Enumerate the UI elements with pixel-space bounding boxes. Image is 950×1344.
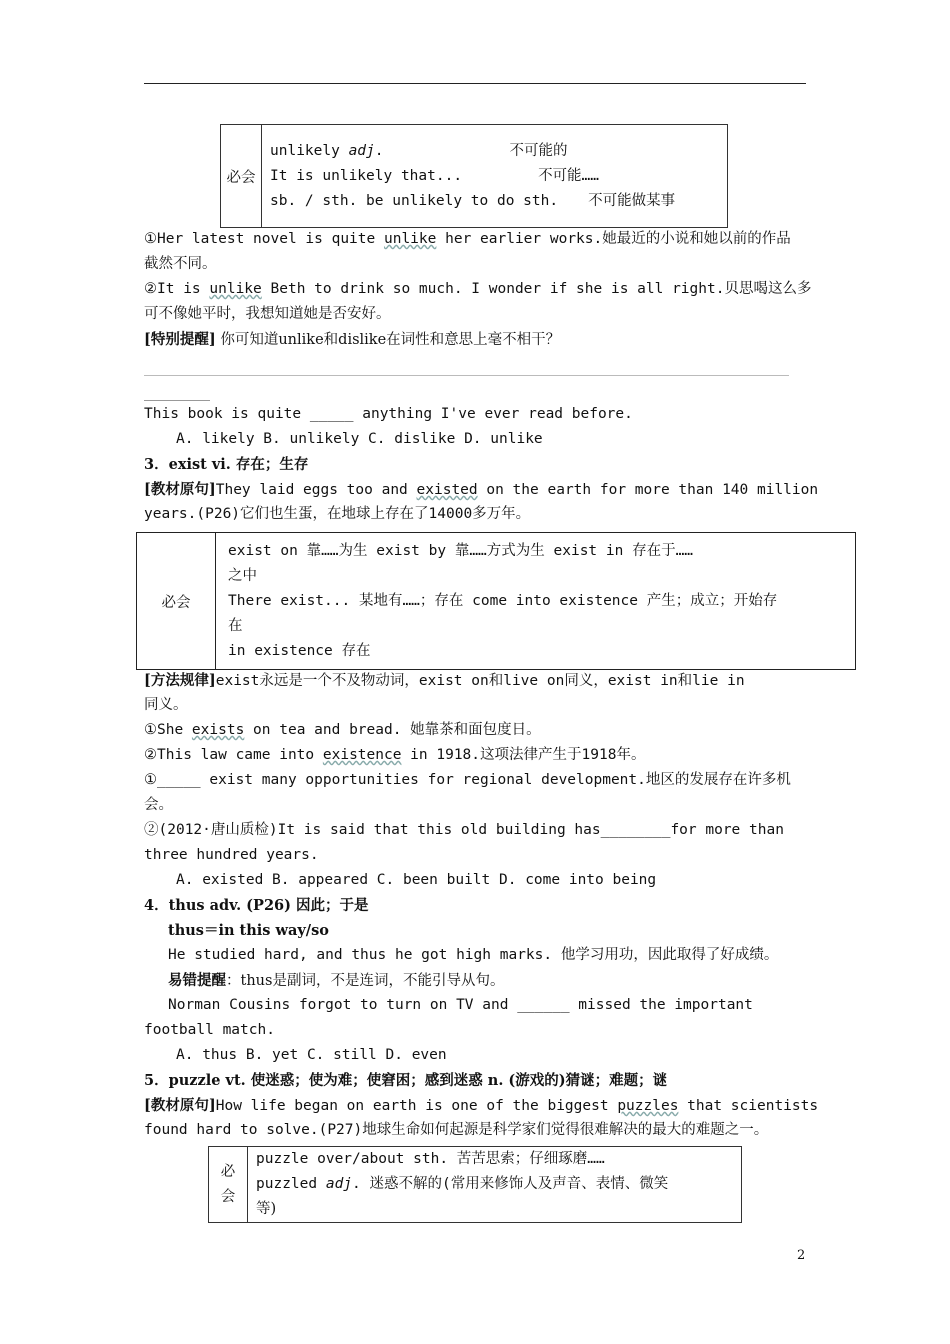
header-rule	[144, 83, 806, 84]
section-4-equation: thus＝in this way/so	[168, 922, 329, 939]
section-5-source: [教材原句]How life began on earth is one of the biggest puzzles that scientists	[144, 1097, 819, 1114]
example-3b: ②This law came into existence in 1918.这项法律产生于1918年。	[144, 747, 646, 763]
section-5-source-cont: found hard to solve.(P27)地球生命如何起源是科学家们觉得很难解决的最大的难题之一。	[144, 1122, 769, 1138]
must-know-box-exist	[136, 532, 856, 670]
divider	[144, 375, 789, 376]
section-3-heading: 3．exist vi. 存在；生存	[144, 456, 309, 473]
section-3-source-cont: years.(P26)它们也生蛋，在地球上存在了14000多万年。	[144, 506, 531, 522]
question-3b-cont: three hundred years.	[144, 847, 319, 863]
question-1-stem: This book is quite _____ anything I've ever read before.	[144, 406, 633, 422]
example-1b: ②It is unlike Beth to drink so much. I wonder if she is all right.贝思喝这么多	[144, 281, 812, 297]
question-3a-cont: 会。	[144, 797, 173, 813]
section-4-example: He studied hard, and thus he got high marks. 他学习用功，因此取得了好成绩。	[168, 947, 779, 963]
box-content: unlikely adj. 不可能的 It is unlikely that... 不可能…… sb. / sth. be unlikely to do sth. 不可能做某事	[262, 125, 728, 228]
section-4-warning: 易错提醒：thus是副词，不是连词，不能引导从句。	[168, 972, 505, 989]
method-rule-cont: 同义。	[144, 697, 188, 713]
section-3-source: [教材原句]They laid eggs too and existed on the earth for more than 140 million	[144, 481, 819, 498]
section-5-heading: 5．puzzle vt. 使迷惑；使为难；使窘困；感到迷惑 n. (游戏的)猜谜；难题；谜	[144, 1072, 668, 1089]
box-content: exist on 靠……为生 exist by 靠……方式为生 exist in 存在于…… 之中 There exist... 某地有……；存在 come into existence 产生；成立；开始存 在 in existence 存在	[216, 533, 856, 670]
special-tip: [特别提醒] 你可知道unlike和dislike在词性和意思上毫不相干？	[144, 331, 561, 348]
question-4-options: A. thus B. yet C. still D. even	[176, 1047, 447, 1063]
example-1a-cont: 截然不同。	[144, 256, 217, 272]
page-number: 2	[797, 1248, 806, 1263]
box-label: 必会	[137, 533, 216, 670]
question-4-stem: Norman Cousins forgot to turn on TV and ______ missed the important	[168, 997, 753, 1013]
example-1b-cont: 可不像她平时，我想知道她是否安好。	[144, 306, 391, 322]
must-know-box-puzzle	[208, 1146, 742, 1223]
question-3a: ①_____ exist many opportunities for regional development.地区的发展存在许多机	[144, 772, 791, 788]
box-label: 必 会	[209, 1147, 248, 1223]
answer-blank	[144, 400, 210, 401]
question-3b-options: A. existed B. appeared C. been built D. come into being	[176, 872, 657, 888]
section-4-heading: 4．thus adv. (P26) 因此；于是	[144, 897, 369, 914]
question-3b: ②(2012·唐山质检)It is said that this old building has________for more than	[144, 822, 784, 838]
method-rule: [方法规律]exist永远是一个不及物动词，exist on和live on同义，exist in和lie in	[144, 672, 745, 689]
box-label: 必会	[221, 125, 262, 228]
box-content: puzzle over/about sth. 苦苦思索；仔细琢磨…… puzzled adj. 迷惑不解的(常用来修饰人及声音、表情、微笑 等)	[248, 1147, 742, 1223]
must-know-box-unlikely	[220, 124, 728, 228]
question-1-options: A. likely B. unlikely C. dislike D. unlike	[176, 431, 543, 447]
example-3a: ①She exists on tea and bread. 她靠茶和面包度日。	[144, 722, 541, 738]
question-4-stem-cont: football match.	[144, 1022, 275, 1038]
example-1a: ①Her latest novel is quite unlike her earlier works.她最近的小说和她以前的作品	[144, 231, 791, 247]
